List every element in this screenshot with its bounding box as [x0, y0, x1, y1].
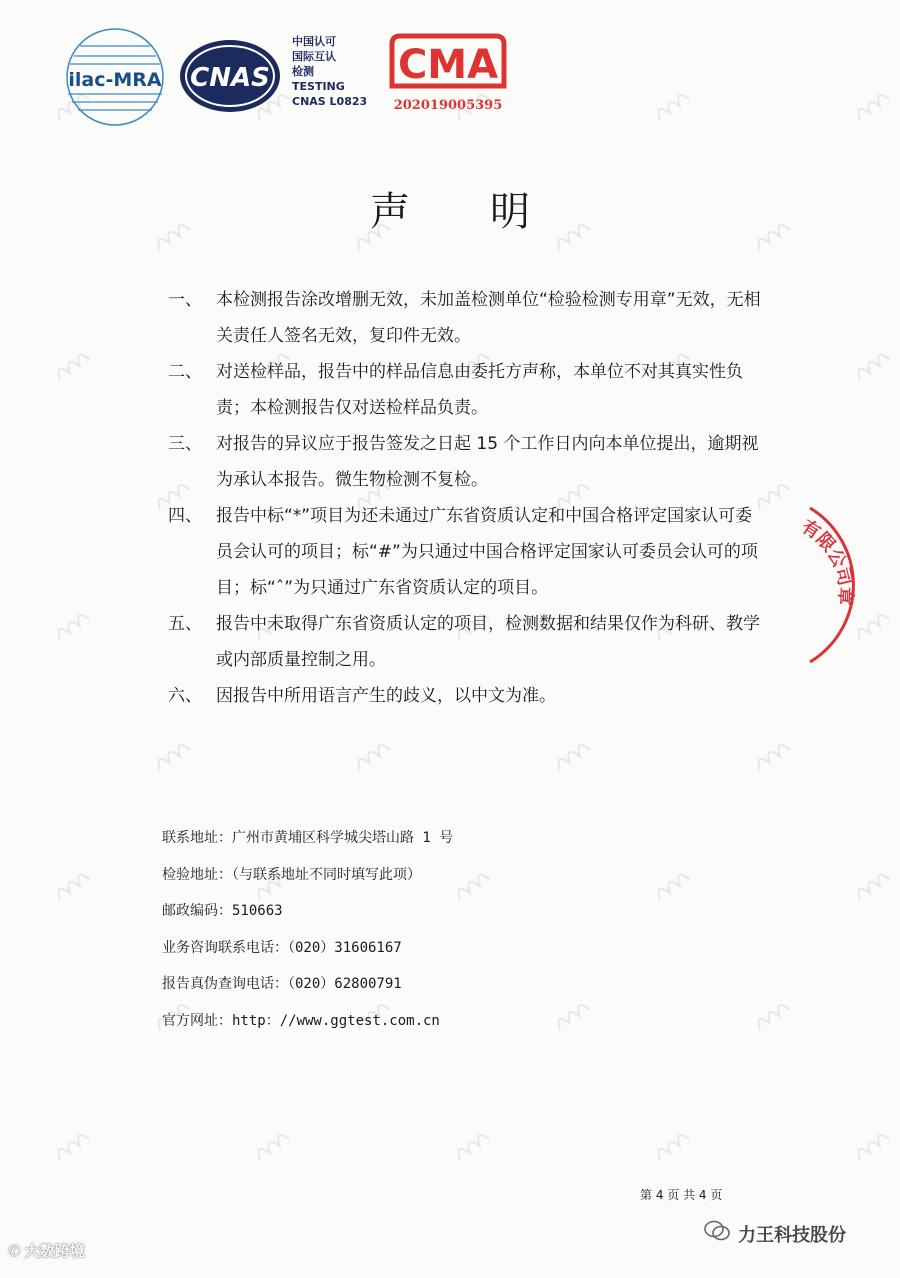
svg-text:CMA: CMA — [397, 42, 499, 88]
verification-phone: 报告真伪查询电话：（020）62800791 — [162, 976, 402, 993]
clause-text: 因报告中所用语言产生的歧义，以中文为准。 — [216, 686, 556, 706]
clause-number: 五、 — [168, 614, 202, 634]
clause-number: 六、 — [168, 686, 202, 706]
accreditation-logos — [64, 24, 524, 124]
watermark-mark — [55, 612, 90, 640]
clause-4 — [168, 498, 768, 606]
clause-2 — [168, 354, 768, 426]
page-title: 声明 — [370, 189, 610, 235]
svg-text:ilac-MRA: ilac-MRA — [68, 69, 162, 91]
contact-info — [162, 826, 762, 1046]
clause-3 — [168, 426, 768, 498]
watermark-mark — [55, 872, 90, 900]
brand-name: 力王科技股份 — [738, 1224, 846, 1246]
clause-6 — [168, 678, 768, 714]
ilac-mra-logo — [64, 26, 166, 128]
clause-text: 对报告的异议应于报告签发之日起 15 个工作日内向本单位提出，逾期视为承认本报告。微生物检测不复检。 — [216, 434, 759, 490]
svg-text:CNAS: CNAS — [190, 63, 270, 93]
watermark-mark — [855, 92, 890, 120]
cma-number: 202019005395 — [393, 98, 503, 113]
watermark-mark — [755, 742, 790, 770]
watermark-mark — [455, 1132, 490, 1160]
official-seal-stamp — [770, 500, 900, 670]
business-phone: 业务咨询联系电话：（020）31606167 — [162, 939, 402, 956]
contact-address: 联系地址：广州市黄埔区科学城尖塔山路 1 号 — [162, 830, 454, 846]
inspection-address: 检验地址：（与联系地址不同时填写此项） — [162, 866, 421, 883]
watermark-mark — [855, 352, 890, 380]
clause-text: 本检测报告涂改增删无效，未加盖检测单位“检验检测专用章”无效，无相关责任人签名无效，复印件无效。 — [216, 290, 761, 346]
watermark-mark — [855, 872, 890, 900]
clause-text: 报告中未取得广东省资质认定的项目，检测数据和结果仅作为科研、教学或内部质量控制之用。 — [216, 614, 760, 670]
cnas-logo — [178, 36, 282, 116]
declaration-clauses — [168, 282, 768, 714]
svg-text:有限公司章: 有限公司章 — [797, 516, 856, 606]
clause-number: 二、 — [168, 362, 202, 382]
clause-number: 三、 — [168, 434, 202, 454]
watermark-icon: ✆ — [8, 1241, 21, 1260]
page-number: 第 4 页 共 4 页 — [640, 1188, 723, 1202]
wechat-icon — [704, 1220, 730, 1247]
watermark-mark — [55, 352, 90, 380]
watermark-mark — [355, 742, 390, 770]
watermark-mark — [55, 1132, 90, 1160]
watermark-mark — [155, 742, 190, 770]
postal-code: 邮政编码：510663 — [162, 903, 283, 920]
watermark-mark — [655, 1132, 690, 1160]
left-watermark: ✆ 大数跨境 — [8, 1241, 85, 1260]
clause-5 — [168, 606, 768, 678]
clause-number: 四、 — [168, 506, 202, 526]
watermark-mark — [255, 1132, 290, 1160]
clause-text: 对送检样品，报告中的样品信息由委托方声称，本单位不对其真实性负责；本检测报告仅对送检样品负责。 — [216, 362, 743, 418]
brand-overlay — [704, 1220, 846, 1247]
official-website[interactable]: 官方网址：http：//www.ggtest.com.cn — [162, 1012, 440, 1029]
clause-1 — [168, 282, 768, 354]
cnas-caption: 中国认可 国际互认 检测 TESTING CNAS L0823 — [292, 35, 368, 108]
watermark-mark — [855, 1132, 890, 1160]
watermark-mark — [655, 92, 690, 120]
clause-text: 报告中标“*”项目为还未通过广东省资质认定和中国合格评定国家认可委员会认可的项目；标“#”为只通过中国合格评定国家认可委员会认可的项目；标“ˆ”为只通过广东省资质认定的项目。 — [216, 506, 758, 598]
watermark-mark — [555, 742, 590, 770]
clause-number: 一、 — [168, 290, 202, 310]
